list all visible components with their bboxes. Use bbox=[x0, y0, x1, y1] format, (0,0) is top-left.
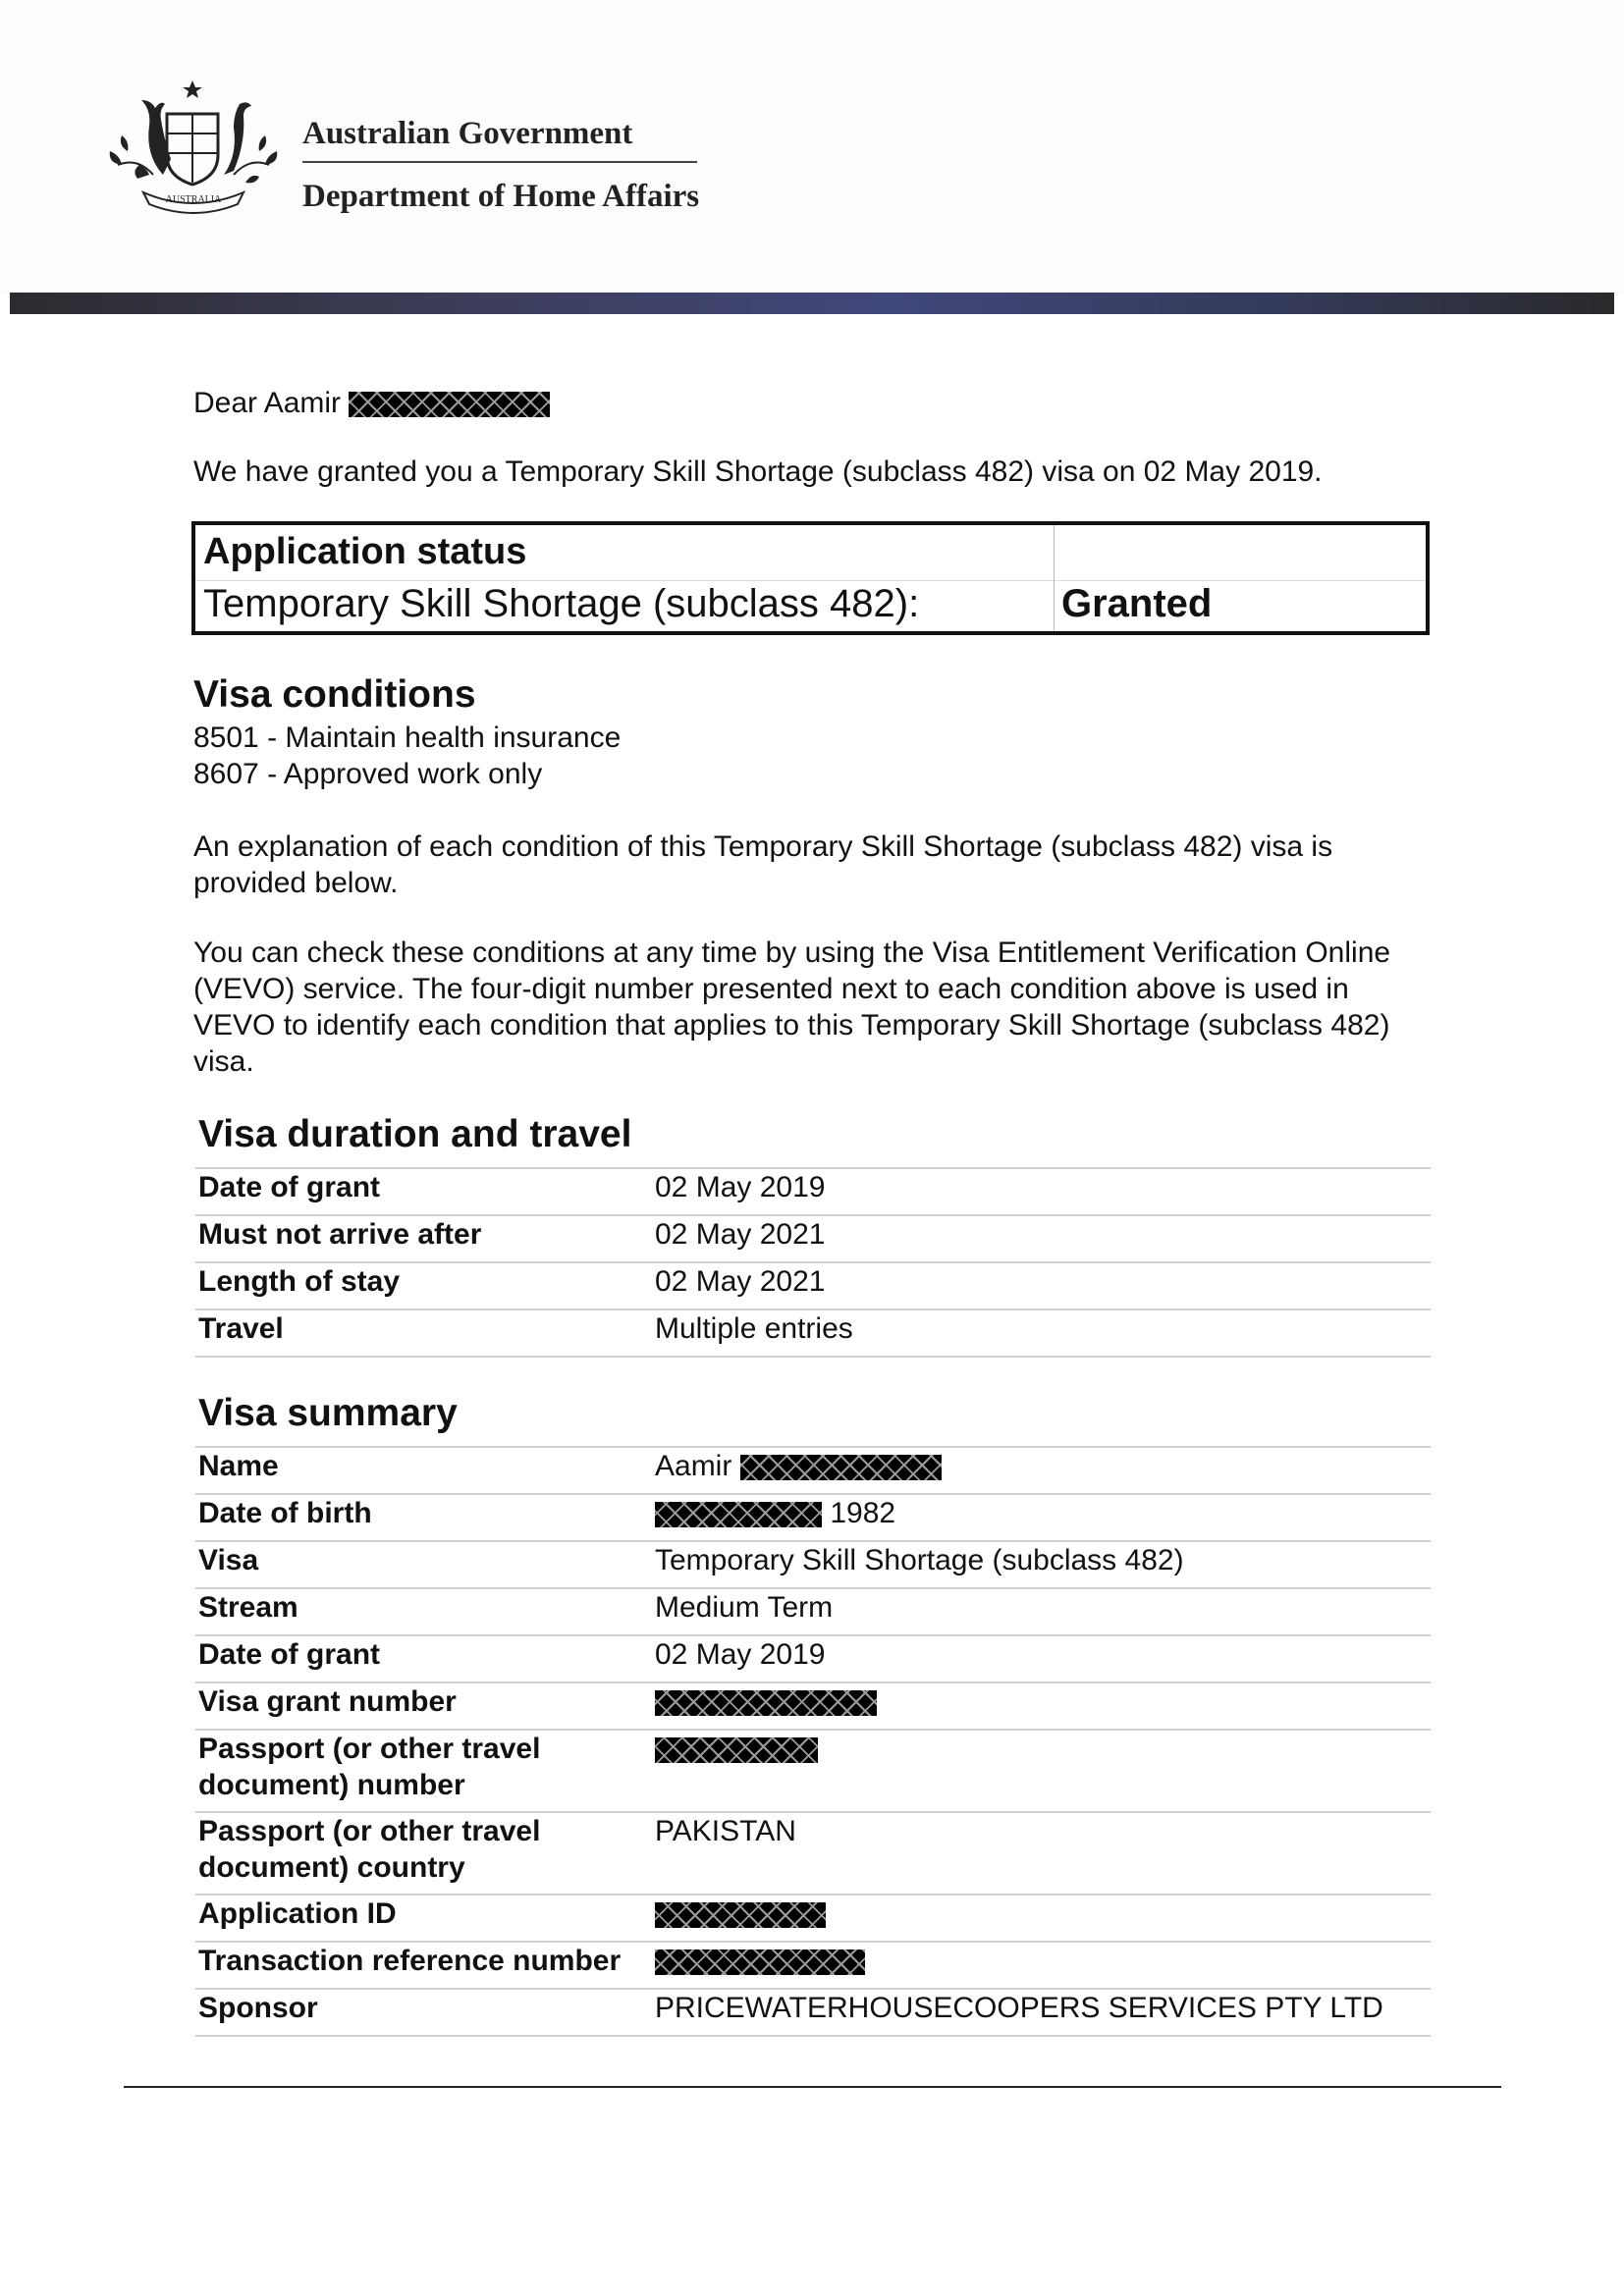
row-label: Date of birth bbox=[198, 1497, 372, 1529]
row-value: PAKISTAN bbox=[655, 1815, 796, 1847]
condition-8501: 8501 - Maintain health insurance bbox=[193, 721, 622, 754]
row-label: Transaction reference number bbox=[198, 1945, 622, 1977]
vevo-paragraph-line-2: (VEVO) service. The four-digit number presented next to each condition above is used in bbox=[193, 973, 1349, 1005]
row-value bbox=[655, 1448, 1431, 1493]
row-label: Name bbox=[198, 1450, 279, 1482]
row-value: Multiple entries bbox=[655, 1312, 853, 1345]
letterhead-divider bbox=[302, 161, 697, 163]
redacted-application-id bbox=[655, 1902, 826, 1928]
row-value bbox=[655, 1495, 1431, 1540]
table-row bbox=[195, 1169, 1431, 1216]
condition-8607: 8607 - Approved work only bbox=[193, 758, 543, 790]
row-value: 02 May 2019 bbox=[655, 1171, 826, 1203]
table-row bbox=[195, 1310, 1431, 1358]
status-label: Temporary Skill Shortage (subclass 482): bbox=[203, 582, 920, 625]
table-row bbox=[195, 1495, 1431, 1542]
status-row-divider bbox=[195, 580, 1426, 581]
row-label-line: document) country bbox=[198, 1851, 465, 1884]
redacted-surname bbox=[740, 1455, 942, 1480]
header-banner bbox=[10, 293, 1614, 314]
vevo-paragraph-line-1: You can check these conditions at any time by using the Visa Entitlement Verification Online bbox=[193, 936, 1391, 969]
application-status-box bbox=[191, 521, 1430, 635]
vevo-paragraph-line-4: visa. bbox=[193, 1045, 254, 1078]
row-value: PRICEWATERHOUSECOOPERS SERVICES PTY LTD bbox=[655, 1992, 1383, 2024]
row-value bbox=[655, 1943, 1431, 1988]
table-row bbox=[195, 1542, 1431, 1589]
birth-year: 1982 bbox=[830, 1497, 896, 1529]
row-value: Medium Term bbox=[655, 1591, 834, 1624]
row-label: Travel bbox=[198, 1312, 284, 1345]
conditions-explanation-line-1: An explanation of each condition of this Temporary Skill Shortage (subclass 482) visa is bbox=[193, 830, 1333, 863]
status-value: Granted bbox=[1061, 582, 1213, 625]
row-label: Length of stay bbox=[198, 1265, 401, 1298]
row-label: Date of grant bbox=[198, 1171, 381, 1203]
row-label-line: Passport (or other travel bbox=[198, 1733, 541, 1765]
conditions-explanation-line-2: provided below. bbox=[193, 867, 399, 899]
department-name: Department of Home Affairs bbox=[302, 179, 700, 214]
status-title: Application status bbox=[203, 531, 527, 572]
redacted-passport-number bbox=[655, 1737, 818, 1763]
row-value: 02 May 2021 bbox=[655, 1265, 826, 1298]
table-row bbox=[195, 1943, 1431, 1990]
row-value bbox=[655, 1683, 1431, 1729]
visa-duration-heading: Visa duration and travel bbox=[198, 1113, 632, 1155]
grant-intro: We have granted you a Temporary Skill Shortage (subclass 482) visa on 02 May 2019. bbox=[193, 455, 1323, 488]
row-label bbox=[195, 1813, 655, 1894]
row-value: 02 May 2021 bbox=[655, 1218, 826, 1251]
table-row bbox=[195, 1216, 1431, 1263]
visa-summary-table bbox=[195, 1446, 1431, 2037]
row-label: Stream bbox=[198, 1591, 298, 1624]
row-label-line: document) number bbox=[198, 1769, 465, 1801]
vevo-paragraph-line-3: VEVO to identify each condition that applies to this Temporary Skill Shortage (subclass 482) bbox=[193, 1009, 1390, 1041]
row-label-line: Passport (or other travel bbox=[198, 1815, 541, 1847]
table-row bbox=[195, 1896, 1431, 1943]
row-label: Application ID bbox=[198, 1897, 397, 1930]
footer-divider bbox=[124, 2086, 1501, 2088]
visa-duration-table bbox=[195, 1167, 1431, 1358]
redacted-birth-date bbox=[655, 1502, 822, 1527]
greeting bbox=[193, 385, 550, 421]
row-label: Visa grant number bbox=[198, 1685, 457, 1718]
row-label: Must not arrive after bbox=[198, 1218, 482, 1251]
name-value: Aamir bbox=[655, 1450, 732, 1482]
table-row bbox=[195, 1589, 1431, 1636]
greeting-text: Dear Aamir bbox=[193, 387, 342, 419]
row-label: Sponsor bbox=[198, 1992, 318, 2024]
table-row bbox=[195, 1636, 1431, 1683]
redacted-surname bbox=[349, 392, 550, 417]
table-row bbox=[195, 1263, 1431, 1310]
table-row bbox=[195, 1731, 1431, 1813]
visa-summary-heading: Visa summary bbox=[198, 1392, 458, 1434]
status-column-divider bbox=[1054, 525, 1055, 631]
coat-of-arms-icon bbox=[98, 77, 290, 219]
row-label: Visa bbox=[198, 1544, 259, 1576]
redacted-grant-number bbox=[655, 1690, 877, 1716]
table-row bbox=[195, 1683, 1431, 1731]
svg-text:AUSTRALIA: AUSTRALIA bbox=[165, 194, 222, 205]
row-label bbox=[195, 1731, 655, 1811]
table-row bbox=[195, 1813, 1431, 1896]
table-row bbox=[195, 1990, 1431, 2037]
table-row bbox=[195, 1448, 1431, 1495]
government-name: Australian Government bbox=[302, 116, 633, 151]
row-label: Date of grant bbox=[198, 1638, 381, 1671]
visa-conditions-heading: Visa conditions bbox=[193, 673, 476, 716]
row-value: Temporary Skill Shortage (subclass 482) bbox=[655, 1544, 1184, 1576]
redacted-transaction-reference bbox=[655, 1949, 865, 1975]
row-value: 02 May 2019 bbox=[655, 1638, 826, 1671]
letterhead bbox=[0, 0, 1624, 294]
row-value bbox=[655, 1896, 1431, 1941]
row-value bbox=[655, 1731, 1431, 1811]
